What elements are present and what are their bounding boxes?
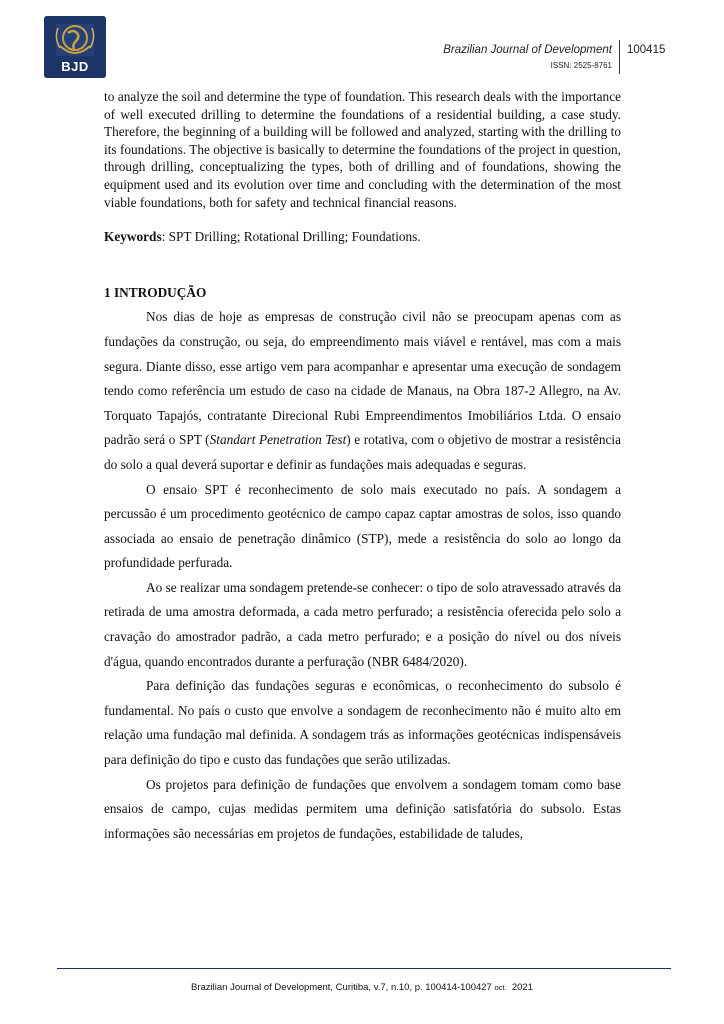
paragraph-5: Os projetos para definição de fundações que envolvem a sondagem tomam como base ensaios de campo, cujas medidas permitem uma definição satisfatória do subsolo. Estas informações são necessárias em projetos de fundações, estabilidade de taludes, xyxy=(104,776,621,841)
header-page-number: 100415 xyxy=(627,44,666,56)
paragraph-2: O ensaio SPT é reconhecimento de solo mais executado no país. A sondagem a percussão é um procedimento geotécnico de campo capaz captar amostras de solos, isso quando associada ao ensaio de penetração dinâmico (STP), mede a resistência do solo ao longo da profundidade perfurada. xyxy=(104,481,621,571)
footer-citation xyxy=(0,982,724,993)
section-heading: 1 INTRODUÇÃO xyxy=(104,284,207,300)
header-divider xyxy=(619,40,620,74)
keywords-line xyxy=(104,228,621,246)
footer-month: oct. xyxy=(494,983,507,992)
header-journal-name: Brazilian Journal of Development xyxy=(443,44,612,56)
page-content xyxy=(104,88,621,846)
abstract-paragraph: to analyze the soil and determine the type of foundation. This research deals with the importance of well executed drilling to determine the foundations of a residential building, a case study. Therefore, the beginning of a building will be followed and analyzed, starting with the drilling to its foundations. The objective is basically to determine the foundations of the project in question, through drilling, conceptualizing the types, both of drilling and of foundations, showing the equipment used and its evolution over time and concluding with the determination of the most viable foundations, both for safety and technical financial reasons. xyxy=(104,89,621,210)
paragraph-3: Ao se realizar uma sondagem pretende-se conhecer: o tipo de solo atravessado através da retirada de uma amostra deformada, a cada metro perfurado; a resistência oferecida pelo solo a cravação do amostrador padrão, a cada metro perfurado; e a posição do nível ou dos níveis d'água, quando encontrados durante a perfuração (NBR 6484/2020). xyxy=(104,579,621,669)
paragraph-1 xyxy=(104,305,621,477)
keywords-label: Keywords xyxy=(104,229,162,245)
paragraph-1-start: Nos dias de hoje as empresas de construção civil não se preocupam apenas com as fundações da construção, ou seja, do empreendimento mais viável e rentável, mas com a mais segura. Diante disso, esse artigo vem para acompanhar e apresentar uma execução de sondagem tendo como referência um estudo de caso na cidade de Manaus, na Obra 187-2 Allegro, na Av. Torquato Tapajós, contratante Direcional Rubi Empreendimentos Imobiliários Ltda. O ensaio padrão será o SPT ( xyxy=(104,309,621,448)
header-issn: ISSN: 2525-8761 xyxy=(550,61,612,70)
paragraph-1-italic: Standart Penetration Test xyxy=(209,432,347,448)
journal-logo xyxy=(44,16,106,78)
logo-text: BJD xyxy=(61,59,89,74)
footer-text: Brazilian Journal of Development, Curitiba, v.7, n.10, p. 100414-100427 xyxy=(191,982,492,993)
paragraph-4: Para definição das fundações seguras e econômicas, o reconhecimento do subsolo é fundamental. No país o custo que envolve a sondagem de reconhecimento não é muito alto em relação uma fundação mal definida. A sondagem trás as informações geotécnicas indispensáveis para definição do tipo e custo das fundações que serão utilizadas. xyxy=(104,678,621,768)
paragraph-1-end: ) e rotativa, com o objetivo de mostrar a resistência do solo a qual deverá suportar e definir as fundações mais adequadas e seguras. xyxy=(104,432,621,472)
footer-year: 2021 xyxy=(511,982,533,993)
keywords-text: : SPT Drilling; Rotational Drilling; Foundations. xyxy=(161,229,421,245)
footer-rule xyxy=(57,968,671,969)
